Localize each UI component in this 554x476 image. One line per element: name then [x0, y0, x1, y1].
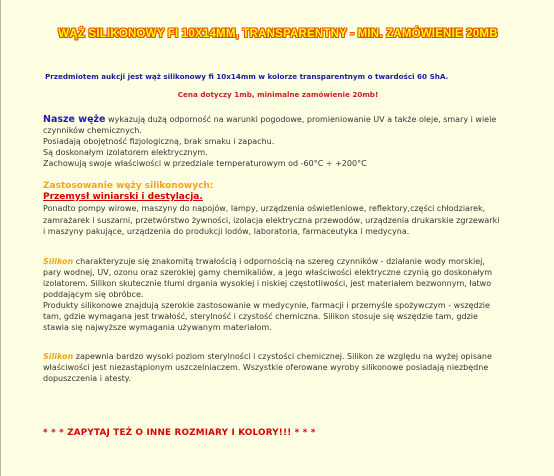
applications-heading: Zastosowanie węży silikonowych: — [43, 181, 214, 191]
silicone-characteristics-text: charakteryzuje się znakomitą trwałością i odpornością na szereg czynników - działanie wody morskiej, pary wodnej, UV, ozonu oraz szerokiej gamy chemikaliów, a jego właściwości elektryczne czynią go doskonałym izolatorem. Silikon skutecznie tłumi drgania wysokiej i niskiej częstotliwości, jest materiałem bezwonnym, łatwo poddającym się obróbce. — [43, 257, 493, 299]
silicone-uses-text: Produkty silikonowe znajdują szerokie zastosowanie w medycynie, farmacji i przemyśle spożywczym - wszędzie tam, gdzie wymagana jest trwałość, sterylność i czystość chemiczna. Silikon stosuje się wszędzie tam, gdzie stawia się najwyższe wymagania używanym materiałom. — [43, 301, 490, 332]
properties-line-4: Zachowują swoje właściwości w przedziale temperaturowym od -60°C ÷ +200°C — [43, 159, 367, 168]
product-title: WĄŻ SILIKONOWY FI 10X14MM, TRANSPARENTNY - MIN. ZAMÓWIENIE 20MB — [58, 28, 498, 40]
silicone-lead: Silikon — [43, 257, 74, 266]
properties-line-2: Posiadają obojętność fizjologiczną, brak smaku i zapachu. — [43, 137, 275, 146]
sterility-paragraph — [43, 351, 503, 384]
applications-text: Ponadto pompy wirowe, maszyny do napojów, lampy, urządzenia oświetleniowe, reflektory,części chłodziarek, zamrażarek i suszarni, przetwórstwo żywności, izolacja elektryczna przewodów, urządzenia drukarskie zgrzewarki i maszyny pakujące, urządzenia do produkcji lodów, laboratoria, farmaceutyka i medycyna. — [43, 204, 500, 236]
properties-line-3: Są doskonałym izolatorem elektrycznym. — [43, 148, 208, 157]
ask-other-sizes-note: * * * ZAPYTAJ TEŻ O INNE ROZMIARY I KOLORY!!! * * * — [43, 428, 316, 438]
properties-lead: Nasze węże — [43, 114, 106, 125]
intro-subject: Przedmiotem aukcji jest wąż silikonowy fi 10x14mm w kolorze transparentnym o twardości 60 ShA. — [45, 72, 449, 81]
properties-paragraph — [43, 114, 503, 169]
intro-price-note: Cena dotyczy 1mb, minimalne zamówienie 20mb! — [177, 90, 379, 99]
properties-line-1: wykazują dużą odporność na warunki pogodowe, promieniowanie UV a także oleje, smary i wiele czynników chemicznych. — [43, 115, 497, 135]
sterility-text: zapewnia bardzo wysoki poziom sterylności i czystości chemicznej. Silikon ze względu na wyżej opisane właściwości jest niezastąpionym uszczelniaczem. Wszystkie oferowane wyroby silikonowe posiadają niezbędne dopuszczenia i atesty. — [43, 352, 492, 383]
silicone-characteristics-paragraph — [43, 256, 503, 333]
sterility-lead: Silikon — [43, 352, 74, 361]
applications-subheading: Przemysł winiarski i destylacja. — [43, 192, 203, 202]
